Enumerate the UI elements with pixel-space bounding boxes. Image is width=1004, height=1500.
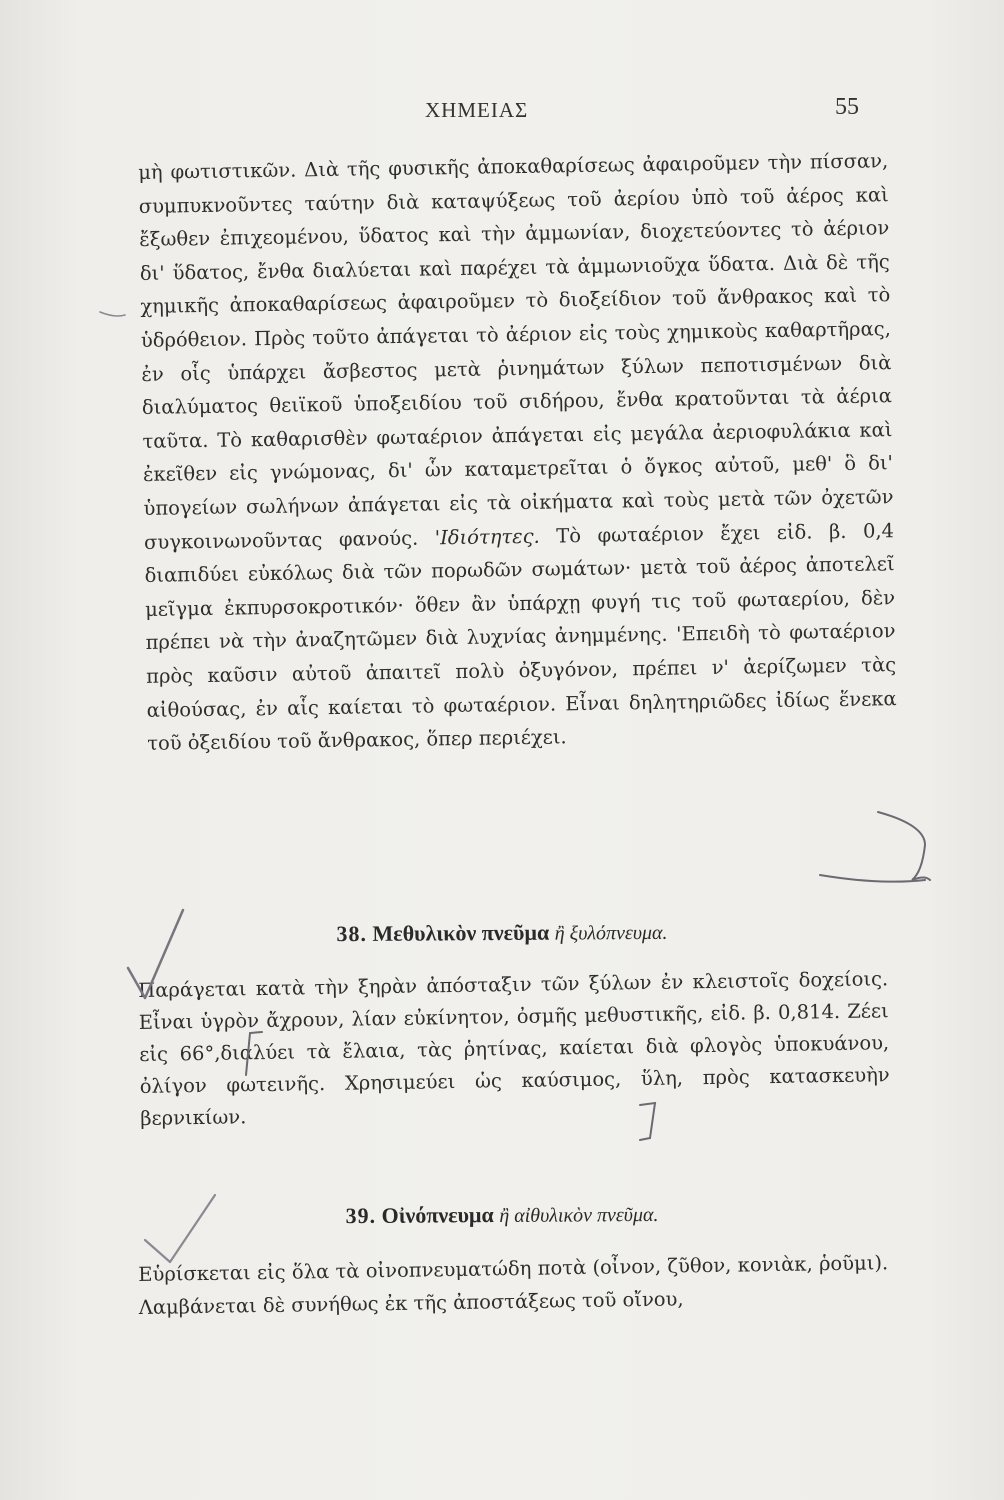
purification-text: μὴ φωτιστικῶν. Διὰ τῆς φυσικῆς ἀποκαθαρίσεως ἀφαιροῦμεν τὴν πίσσαν, συμπυκνοῦντες ταύτην διὰ καταψύξεως τοῦ ἀερίου ὑπὸ τοῦ ἀέρος καὶ ἔξωθεν ἐπιχεομένου, ὕδατος καὶ τὴν ἀμμωνίαν, διοχετεύοντες τὸ ἀέριον δι' ὕδατος, ἔνθα διαλύεται καὶ παρέχει τὰ ἀμμωνιοῦχα ὕδατα. Διὰ δὲ τῆς χημικῆς ἀποκαθαρίσεως ἀφαιροῦμεν τὸ διοξείδιον τοῦ ἄνθρακος καὶ τὸ ὑδρόθειον. Πρὸς τοῦτο ἀπάγεται τὸ ἀέριον εἰς τοὺς χημικοὺς καθαρτῆρας, ἐν οἷς ὑπάρχει ἄσβεστος μετὰ ῥινημάτων ξύλων πεποτισμένων διὰ διαλύματος θειϊκοῦ ὑποξειδίου τοῦ σιδήρου, ἔνθα κρατοῦνται τὰ ἀέρια ταῦτα. Τὸ καθαρισθὲν φωταέριον ἀπάγεται εἰς μεγάλα ἀεριοφυλάκια καὶ ἐκεῖθεν εἰς γνώμονας, δι' ὧν καταμετρεῖται ὁ ὄγκος αὐτοῦ, μεθ' ὃ δι' ὑπογείων σωλήνων ἀπάγεται εἰς τὰ οἰκήματα καὶ τοὺς μετὰ τῶν ὀχετῶν συγκοινωνοῦντας φανούς. bbox=[138, 149, 894, 554]
paragraph-methyl-alcohol bbox=[138, 963, 890, 1135]
page-number: 55 bbox=[835, 94, 859, 120]
page-header bbox=[0, 88, 1004, 128]
paragraph-coal-gas-purification bbox=[138, 144, 897, 760]
section-alt-name: ἢ ξυλόπνευμα. bbox=[554, 921, 668, 945]
running-title: ΧΗΜΕΙΑΣ bbox=[425, 98, 529, 122]
pencil-underline-mark bbox=[820, 875, 925, 882]
section-title: Μεθυλικὸν πνεῦμα bbox=[372, 919, 550, 946]
paragraph-text: Παράγεται κατὰ τὴν ξηρὰν ἀπόσταξιν τῶν ξύλων ἐν κλειστοῖς δοχείοις. Εἶναι ὑγρὸν ἄχρουν, λίαν εὐκίνητον, ὀσμῆς μεθυστικῆς, εἰδ. β. 0,814. Ζέει εἰς 66°,διαλύει τὰ ἔλαια, τὰς ῥητίνας, καίεται διὰ φλογὸς ὑποκυάνου, ὀλίγον φωτεινῆς. Χρησιμεύει ὡς καύσιμος, ὕλη, πρὸς κατασκευὴν βερνικίων. bbox=[138, 967, 890, 1130]
section-heading-39 bbox=[0, 1198, 1004, 1231]
section-heading-38 bbox=[0, 916, 1004, 949]
section-number: 38. bbox=[336, 920, 368, 947]
section-number: 39. bbox=[345, 1202, 377, 1229]
pencil-scribble bbox=[100, 312, 125, 316]
properties-text: Τὸ φωταέριον ἔχει εἰδ. β. 0,4 διαπιδύει εὐκόλως διὰ τῶν πορωδῶν σωμάτων· μετὰ τοῦ ἀέρος ἀποτελεῖ μεῖγμα ἐκπυρσοκροτικόν· ὅθεν ἂν ὑπάρχῃ φυγή τις τοῦ φωταερίου, δὲν πρέπει νὰ τὴν ἀναζητῶμεν διὰ λυχνίας ἀνημμένης. 'Επειδὴ τὸ φωταέριον πρὸς καῦσιν αὐτοῦ ἀπαιτεῖ πολὺ ὀξυγόνον, πρέπει ν' ἀερίζωμεν τὰς αἰθούσας, ἐν αἷς καίεται τὸ φωταέριον. Εἶναι δηλητηριῶδες ἰδίως ἕνεκα τοῦ ὀξειδίου τοῦ ἄνθρακος, ὅπερ περιέχει. bbox=[144, 518, 897, 756]
paragraph-ethyl-alcohol bbox=[138, 1246, 889, 1324]
section-alt-name: ἢ αἰθυλικὸν πνεῦμα. bbox=[499, 1203, 659, 1228]
properties-label: 'Ιδιότητες. bbox=[434, 524, 540, 549]
section-title: Οἰνόπνευμα bbox=[381, 1202, 494, 1228]
paragraph-text: Εὑρίσκεται εἰς ὅλα τὰ οἰνοπνευματώδη ποτὰ (οἶνον, ζῦθον, κονιὰκ, ῥοῦμι). Λαμβάνεται δὲ συνήθως ἐκ τῆς ἀποστάξεως τοῦ οἴνου, bbox=[138, 1251, 889, 1319]
paragraph-text bbox=[138, 144, 897, 760]
pencil-bracket-mark bbox=[878, 812, 930, 880]
